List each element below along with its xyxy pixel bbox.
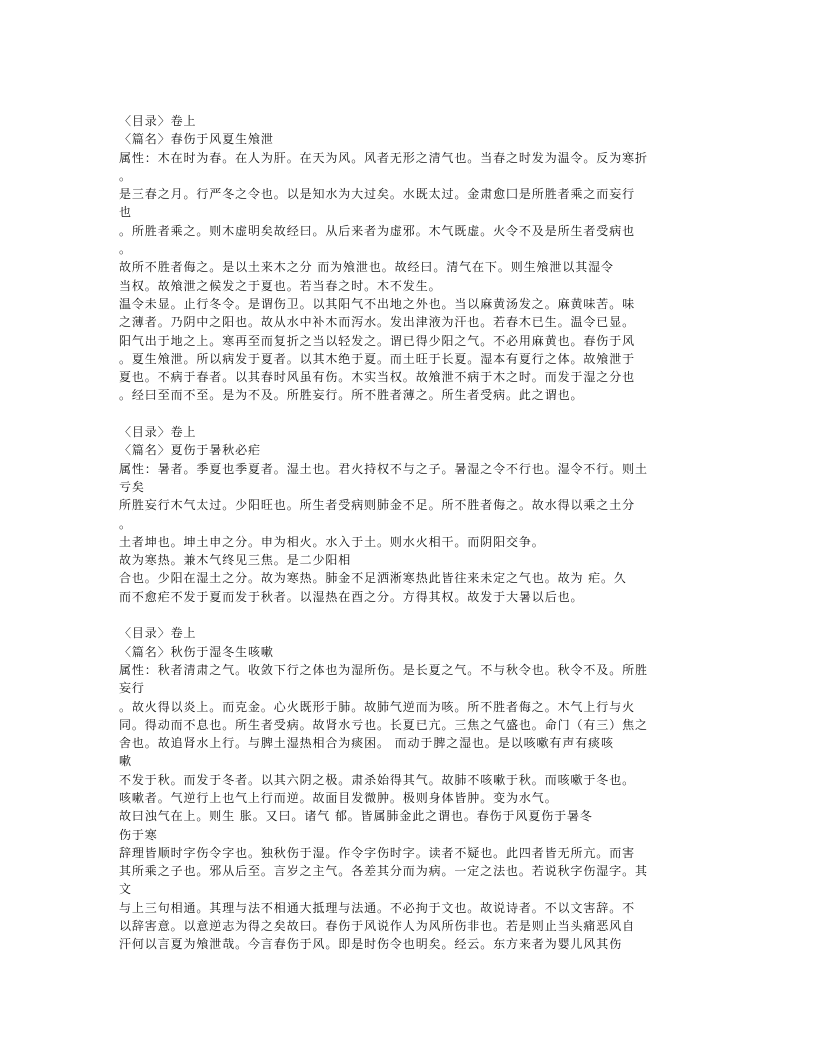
section-autumn bbox=[119, 624, 699, 953]
text-line: 文 bbox=[119, 882, 132, 897]
text-line: 以辞害意。以意逆志为得之矣故曰。春伤于风说作人为风所伤非也。若是则止当头痛恶风自 bbox=[119, 919, 636, 934]
chapter-title: 〈篇名〉春伤于风夏生飧泄 bbox=[119, 132, 274, 147]
text-line: 夏也。不病于春者。以其春时风虽有伤。木实当权。故飧泄不病于木之时。而发于湿之分也 bbox=[119, 370, 636, 385]
text-line: 。夏生飧泄。所以病发于夏者。以其木绝于夏。而土旺于长夏。湿本有夏行之体。故飧泄于 bbox=[119, 351, 636, 366]
text-line: 也 bbox=[119, 205, 132, 220]
section-summer bbox=[119, 423, 699, 606]
text-line: 与上三句相通。其理与法不相通大抵理与法通。不必拘于文也。故说诗者。不以文害辞。不 bbox=[119, 900, 636, 915]
text-line: 之薄者。乃阴中之阳也。故从水中补木而泻水。发出津液为汗也。若春木已生。温令已显。 bbox=[119, 315, 636, 330]
text-line: 。 bbox=[119, 242, 132, 257]
text-line: 故为寒热。兼木气终见三焦。是二少阳相 bbox=[119, 553, 352, 568]
text-line: 。经曰至而不至。是为不及。所胜妄行。所不胜者薄之。所生者受病。此之谓也。 bbox=[119, 388, 584, 403]
text-line: 属性：木在时为春。在人为肝。在天为风。风者无形之清气也。当春之时发为温令。反为寒折 bbox=[119, 150, 648, 165]
text-line: 属性：秋者清肃之气。收敛下行之体也为湿所伤。是长夏之气。不与秋令也。秋令不及。所胜 bbox=[119, 662, 648, 677]
text-line: 属性：暑者。季夏也季夏者。湿土也。君火持权不与之子。暑湿之令不行也。湿令不行。则土 bbox=[119, 461, 648, 476]
chapter-title: 〈篇名〉夏伤于暑秋必疟 bbox=[119, 443, 261, 458]
text-line: 。 bbox=[119, 516, 132, 531]
section-gap bbox=[119, 405, 699, 423]
text-line: 嗽 bbox=[119, 754, 132, 769]
text-line: 咳嗽者。气逆行上也气上行而逆。故面目发微肿。极则身体皆肿。变为水气。 bbox=[119, 790, 558, 805]
catalog-line: 〈目录〉卷上 bbox=[119, 114, 197, 128]
text-line: 。所胜者乘之。则木虚明矣故经曰。从后来者为虚邪。木气既虚。火令不及是所生者受病也 bbox=[119, 223, 636, 238]
text-line: 不发于秋。而发于冬者。以其六阴之极。肃杀始得其气。故肺不咳嗽于秋。而咳嗽于冬也。 bbox=[119, 772, 636, 787]
text-line: 舍也。故追肾水上行。与脾土湿热相合为痰困。 而动于脾之湿也。是以咳嗽有声有痰咳 bbox=[119, 736, 614, 751]
text-line: 其所乘之子也。邪从后至。言岁之主气。各差其分而为病。一定之法也。若说秋字伤湿字。其 bbox=[119, 864, 648, 879]
text-line: 故所不胜者侮之。是以土来木之分 而为飧泄也。故经曰。清气在下。则生飧泄以其湿令 bbox=[119, 260, 614, 275]
catalog-line: 〈目录〉卷上 bbox=[119, 425, 197, 440]
text-line: 所胜妄行木气太过。少阳旺也。所生者受病则肺金不足。所不胜者侮之。故水得以乘之土分 bbox=[119, 498, 636, 513]
text-line: 亏矣 bbox=[119, 479, 145, 494]
text-line: 温令未显。止行冬令。是谓伤卫。以其阳气不出地之外也。当以麻黄汤发之。麻黄味苦。味 bbox=[119, 296, 636, 311]
text-line: 当权。故飧泄之候发之于夏也。若当春之时。木不发生。 bbox=[119, 278, 442, 293]
text-line: 阳气出于地之上。寒再至而复折之当以轻发之。谓已得少阳之气。不必用麻黄也。春伤于风 bbox=[119, 333, 636, 348]
document-page bbox=[119, 112, 699, 954]
text-line: 同。得动而不息也。所生者受病。故肾水亏也。长夏已亢。三焦之气盛也。命门（有三）焦之 bbox=[119, 717, 648, 732]
chapter-title: 〈篇名〉秋伤于湿冬生咳嗽 bbox=[119, 644, 274, 659]
section-spring bbox=[119, 112, 699, 405]
section-gap bbox=[119, 606, 699, 624]
text-line: 妄行 bbox=[119, 681, 145, 696]
text-line: 辞理皆顺时字伤令字也。独秋伤于湿。作令字伤时字。读者不疑也。此四者皆无所亢。而害 bbox=[119, 845, 636, 860]
text-line: 汗何以言夏为飧泄哉。今言春伤于风。即是时伤令也明矣。经云。东方来者为婴儿风其伤 bbox=[119, 937, 623, 952]
text-line: 而不愈疟不发于夏而发于秋者。以湿热在酉之分。方得其权。故发于大暑以后也。 bbox=[119, 589, 584, 604]
catalog-line: 〈目录〉卷上 bbox=[119, 626, 197, 641]
text-line: 伤于寒 bbox=[119, 827, 158, 842]
text-line: 是三春之月。行严冬之令也。以是知水为大过矣。水既太过。金肃愈囗是所胜者乘之而妄行 bbox=[119, 187, 636, 202]
text-line: 合也。少阳在湿土之分。故为寒热。肺金不足洒淅寒热此皆往来未定之气也。故为 疟。久 bbox=[119, 571, 627, 586]
text-line: 。 bbox=[119, 168, 132, 183]
text-line: 故曰浊气在上。则生 胀。又曰。诸气 郁。皆属肺金此之谓也。春伤于风夏伤于暑冬 bbox=[119, 809, 593, 824]
text-line: 土者坤也。坤土申之分。申为相火。水入于土。则水火相干。而阴阳交争。 bbox=[119, 534, 545, 549]
text-line: 。故火得以炎上。而克金。心火既形于肺。故肺气逆而为咳。所不胜者侮之。木气上行与火 bbox=[119, 699, 636, 714]
